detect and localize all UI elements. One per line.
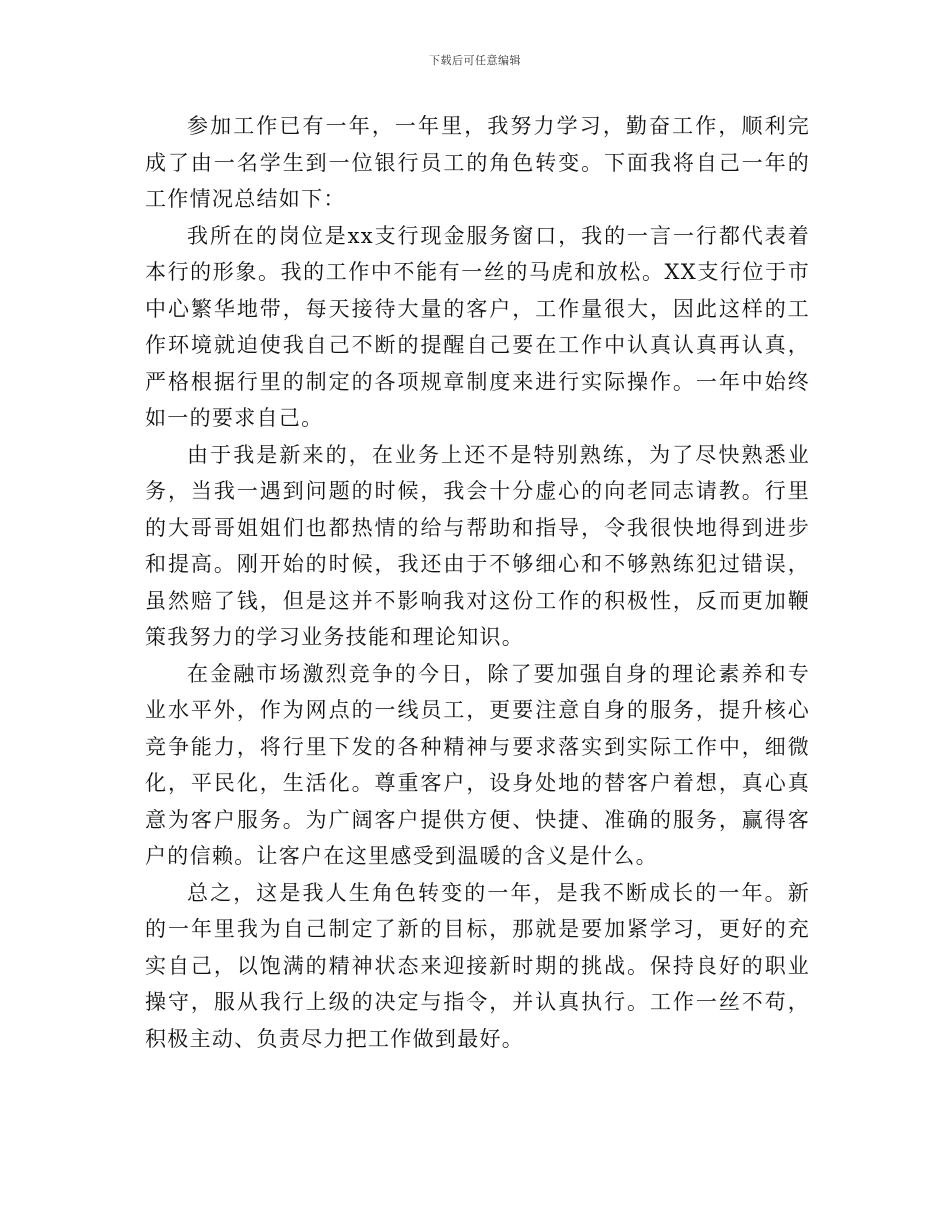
- paragraph-1: 参加工作已有一年，一年里，我努力学习，勤奋工作，顺利完成了由一名学生到一位银行员工的角色转变。下面我将自己一年的工作情况总结如下：: [145, 114, 810, 211]
- document-body: [145, 108, 810, 1057]
- paragraph-4: 在金融市场激烈竞争的今日，除了要加强自身的理论素养和专业水平外，作为网点的一线员工，更要注意自身的服务，提升核心竞争能力，将行里下发的各种精神与要求落实到实际工作中，细微化，平民化，生活化。尊重客户，设身处地的替客户着想，真心真意为客户服务。为广阔客户提供方便、快捷、准确的服务，赢得客户的信赖。让客户在这里感受到温暖的含义是什么。: [145, 661, 810, 868]
- paragraph-3: 由于我是新来的，在业务上还不是特别熟练，为了尽快熟悉业务，当我一遇到问题的时候，我会十分虚心的向老同志请教。行里的大哥哥姐姐们也都热情的给与帮助和指导，令我很快地得到进步和提高。刚开始的时候，我还由于不够细心和不够熟练犯过错误，虽然赔了钱，但是这并不影响我对这份工作的积极性，反而更加鞭策我努力的学习业务技能和理论知识。: [145, 442, 810, 649]
- paragraph-2: 我所在的岗位是xx支行现金服务窗口，我的一言一行都代表着本行的形象。我的工作中不能有一丝的马虎和放松。XX支行位于市中心繁华地带，每天接待大量的客户，工作量很大，因此这样的工作环境就迫使我自己不断的提醒自己要在工作中认真认真再认真，严格根据行里的制定的各项规章制度来进行实际操作。一年中始终如一的要求自己。: [145, 223, 810, 430]
- paragraph-5: 总之，这是我人生角色转变的一年，是我不断成长的一年。新的一年里我为自己制定了新的目标，那就是要加紧学习，更好的充实自己，以饱满的精神状态来迎接新时期的挑战。保持良好的职业操守，服从我行上级的决定与指令，并认真执行。工作一丝不苟，积极主动、负责尽力把工作做到最好。: [145, 880, 810, 1051]
- page-header: 下载后可任意编辑: [429, 54, 521, 67]
